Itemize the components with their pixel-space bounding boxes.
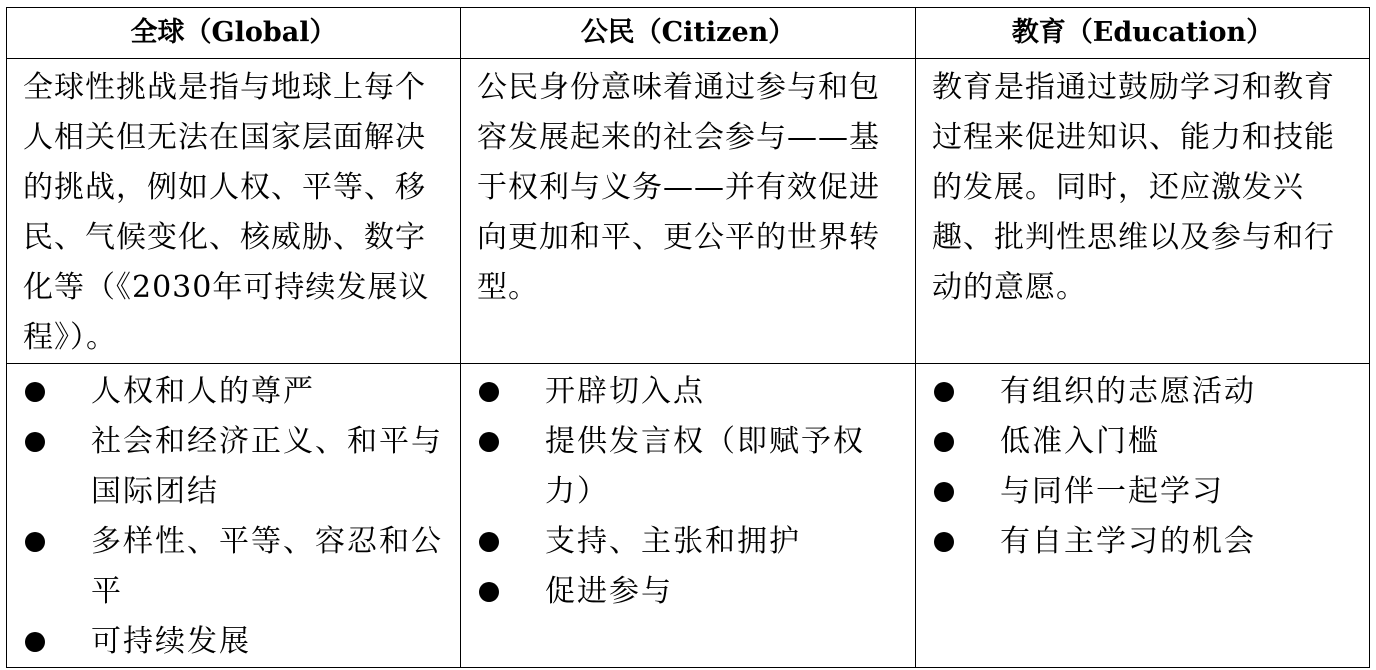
bullet-text: 低准入门槛 bbox=[1000, 424, 1160, 459]
bullet-dot-icon bbox=[934, 432, 954, 452]
bullet-item bbox=[21, 617, 450, 667]
bullet-text: 开辟切入点 bbox=[545, 374, 705, 409]
header-row bbox=[7, 8, 1370, 59]
bullet-dot-icon bbox=[25, 632, 45, 652]
bullet-item bbox=[475, 567, 905, 617]
bullet-text: 可持续发展 bbox=[91, 624, 251, 659]
bullet-item bbox=[475, 517, 905, 567]
bullet-text: 提供发言权（即赋予权力） bbox=[545, 424, 865, 509]
bullet-row bbox=[7, 364, 1370, 668]
bullet-item bbox=[21, 517, 450, 617]
header-global: 全球（Global） bbox=[7, 8, 461, 59]
bullet-item bbox=[930, 517, 1359, 567]
bullet-dot-icon bbox=[934, 482, 954, 502]
bullet-text: 社会和经济正义、和平与国际团结 bbox=[91, 424, 443, 509]
bullet-list-education bbox=[930, 364, 1359, 567]
bullet-dot-icon bbox=[479, 582, 499, 602]
bullet-dot-icon bbox=[479, 382, 499, 402]
description-global: 全球性挑战是指与地球上每个人相关但无法在国家层面解决的挑战，例如人权、平等、移民、气候变化、核威胁、数字化等（《2030年可持续发展议程》）。 bbox=[7, 59, 461, 364]
bullet-item bbox=[21, 417, 450, 517]
bullet-item bbox=[475, 417, 905, 517]
bullets-education-cell bbox=[916, 364, 1370, 668]
bullet-text: 人权和人的尊严 bbox=[91, 374, 315, 409]
bullets-global-cell bbox=[7, 364, 461, 668]
bullet-item bbox=[21, 367, 450, 417]
bullet-dot-icon bbox=[479, 432, 499, 452]
description-education: 教育是指通过鼓励学习和教育过程来促进知识、能力和技能的发展。同时，还应激发兴趣、批判性思维以及参与和行动的意愿。 bbox=[916, 59, 1370, 364]
bullet-dot-icon bbox=[934, 382, 954, 402]
description-row bbox=[7, 59, 1370, 364]
bullet-dot-icon bbox=[25, 532, 45, 552]
bullet-text: 促进参与 bbox=[545, 574, 673, 609]
bullet-dot-icon bbox=[934, 532, 954, 552]
bullet-item bbox=[930, 417, 1359, 467]
bullet-dot-icon bbox=[479, 532, 499, 552]
bullet-list-global bbox=[21, 364, 450, 667]
bullet-text: 多样性、平等、容忍和公平 bbox=[91, 524, 443, 609]
bullet-item bbox=[930, 467, 1359, 517]
bullet-text: 与同伴一起学习 bbox=[1000, 474, 1224, 509]
bullet-text: 支持、主张和拥护 bbox=[545, 524, 801, 559]
bullet-dot-icon bbox=[25, 382, 45, 402]
header-education: 教育（Education） bbox=[916, 8, 1370, 59]
bullet-item bbox=[930, 367, 1359, 417]
bullet-text: 有组织的志愿活动 bbox=[1000, 374, 1256, 409]
description-citizen: 公民身份意味着通过参与和包容发展起来的社会参与——基于权利与义务——并有效促进向更加和平、更公平的世界转型。 bbox=[461, 59, 916, 364]
header-citizen: 公民（Citizen） bbox=[461, 8, 916, 59]
concept-table bbox=[6, 7, 1370, 668]
bullets-citizen-cell bbox=[461, 364, 916, 668]
bullet-list-citizen bbox=[475, 364, 905, 617]
bullet-text: 有自主学习的机会 bbox=[1000, 524, 1256, 559]
bullet-item bbox=[475, 367, 905, 417]
bullet-dot-icon bbox=[25, 432, 45, 452]
